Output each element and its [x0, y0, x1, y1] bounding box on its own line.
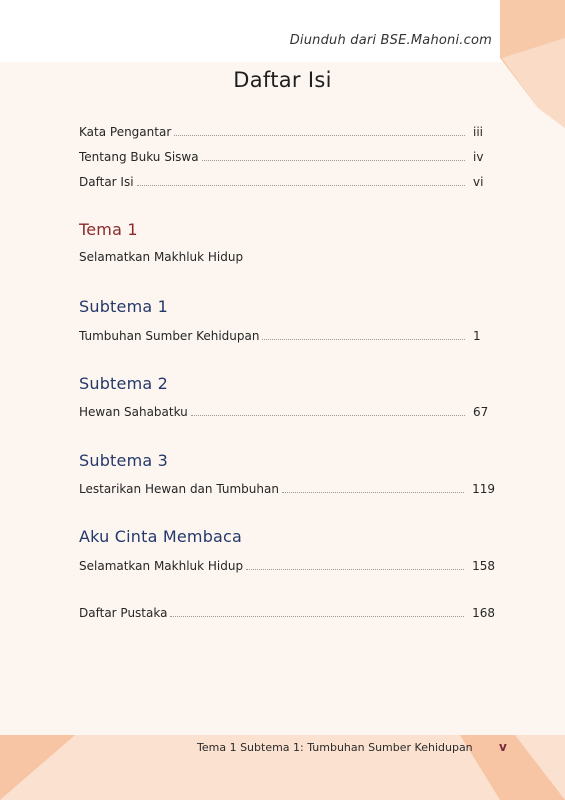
toc-entry[interactable]	[79, 326, 495, 344]
subtema-heading: Subtema 2	[79, 374, 169, 393]
toc-entry-label: Lestarikan Hewan dan Tumbuhan	[79, 482, 279, 496]
dot-leader	[246, 568, 464, 570]
toc-entry[interactable]	[79, 172, 495, 190]
toc-entry-label: Tentang Buku Siswa	[79, 150, 199, 164]
dot-leader	[137, 184, 465, 186]
toc-entry-page: 67	[473, 405, 489, 419]
page-title: Daftar Isi	[233, 68, 332, 92]
dot-leader	[262, 338, 465, 340]
footer-running-title: Tema 1 Subtema 1: Tumbuhan Sumber Kehidupan	[197, 741, 473, 754]
toc-entry-page: vi	[473, 175, 484, 189]
dot-leader	[282, 491, 464, 493]
dot-leader	[174, 134, 465, 136]
tema-heading: Tema 1	[79, 220, 138, 239]
watermark: Diunduh dari BSE.Mahoni.com	[289, 33, 492, 48]
dot-leader	[191, 414, 465, 416]
toc-entry-page: 1	[473, 329, 481, 343]
toc-entry-label: Hewan Sahabatku	[79, 405, 188, 419]
dot-leader	[202, 159, 465, 161]
subtema-heading: Subtema 1	[79, 297, 169, 316]
toc-entry[interactable]	[79, 603, 495, 621]
toc-entry[interactable]	[79, 402, 495, 420]
toc-entry-page: 168	[472, 606, 495, 620]
toc-entry-label: Daftar Pustaka	[79, 606, 168, 620]
toc-entry[interactable]	[79, 479, 495, 497]
toc-entry-page: iii	[473, 125, 484, 139]
toc-entry-page: 119	[472, 482, 495, 496]
toc-entry-page: 158	[472, 559, 495, 573]
toc-entry-label: Selamatkan Makhluk Hidup	[79, 559, 244, 573]
dot-leader	[170, 615, 464, 617]
toc-entry[interactable]	[79, 556, 495, 574]
subtema-heading: Subtema 3	[79, 451, 169, 470]
tema-subtitle: Selamatkan Makhluk Hidup	[79, 250, 244, 264]
toc-entry-page: iv	[473, 150, 484, 164]
toc-entry-label: Tumbuhan Sumber Kehidupan	[79, 329, 260, 343]
toc-entry[interactable]	[79, 122, 495, 140]
footer-page-number: v	[499, 740, 507, 754]
toc-entry-label: Daftar Isi	[79, 175, 134, 189]
toc-entry[interactable]	[79, 147, 495, 165]
toc-entry-label: Kata Pengantar	[79, 125, 172, 139]
section-heading: Aku Cinta Membaca	[79, 527, 243, 546]
